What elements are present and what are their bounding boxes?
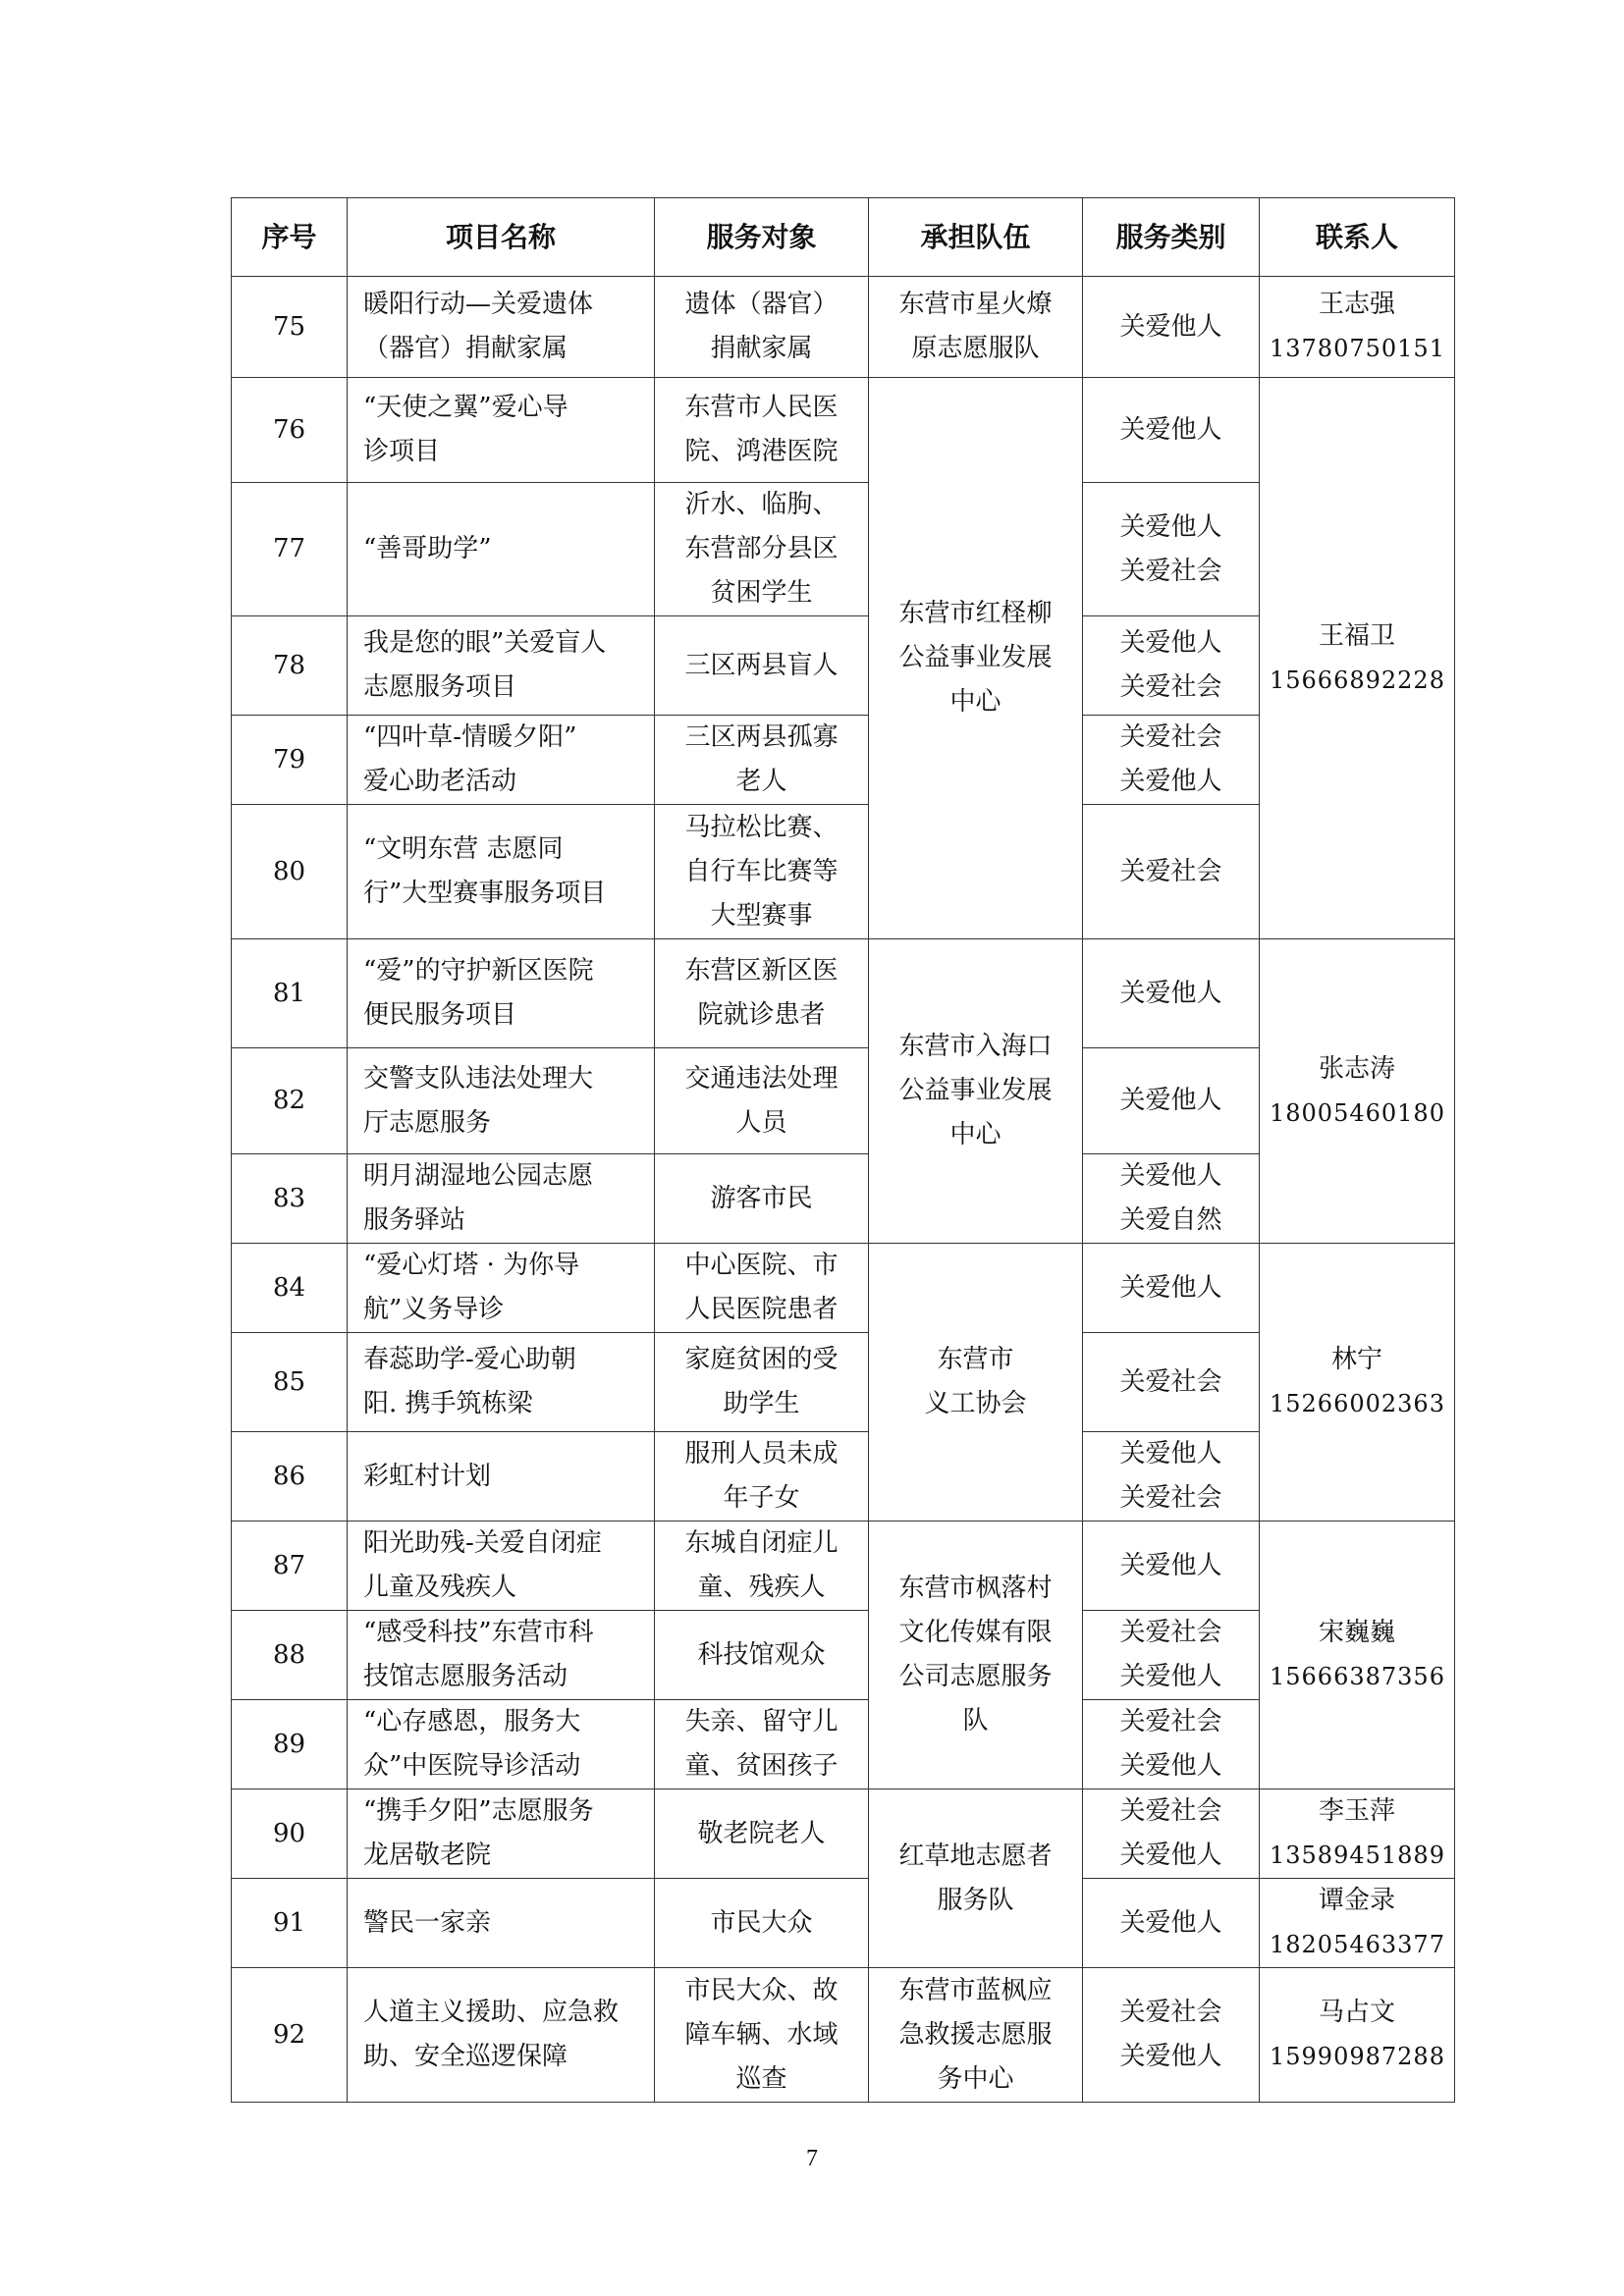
row-project-name: 警民一家亲: [348, 1879, 655, 1968]
row-service-target: 失亲、留守儿 童、贫困孩子: [655, 1700, 869, 1789]
contact-phone: 15990987288: [1270, 2043, 1445, 2070]
row-project-name: 人道主义援助、应急救 助、安全巡逻保障: [348, 1968, 655, 2103]
row-no: 75: [232, 277, 348, 378]
row-category: 关爱他人 关爱社会: [1083, 616, 1260, 716]
row-category: 关爱他人 关爱社会: [1083, 483, 1260, 616]
row-contact: [1260, 939, 1455, 1244]
row-category: 关爱他人: [1083, 1244, 1260, 1333]
row-contact: [1260, 1789, 1455, 1879]
row-contact: [1260, 378, 1455, 939]
row-service-target: 交通违法处理 人员: [655, 1048, 869, 1154]
row-category: 关爱他人: [1083, 939, 1260, 1048]
row-service-target: 服刑人员未成 年子女: [655, 1432, 869, 1522]
row-project-name: “感受科技”东营市科 技馆志愿服务活动: [348, 1611, 655, 1700]
row-category: 关爱社会: [1083, 805, 1260, 939]
row-project-name: “善哥助学”: [348, 483, 655, 616]
header-no: 序号: [232, 198, 348, 277]
row-service-target: 市民大众、故 障车辆、水域 巡查: [655, 1968, 869, 2103]
row-no: 92: [232, 1968, 348, 2103]
row-project-name: 交警支队违法处理大 厅志愿服务: [348, 1048, 655, 1154]
row-contact: [1260, 1522, 1455, 1789]
table-row: [232, 1968, 1455, 2103]
table-row: [232, 1244, 1455, 1333]
row-service-target: 科技馆观众: [655, 1611, 869, 1700]
row-no: 76: [232, 378, 348, 483]
header-team: 承担队伍: [869, 198, 1083, 277]
page-number: 7: [806, 2146, 818, 2171]
row-project-name: 阳光助残-关爱自闭症 儿童及残疾人: [348, 1522, 655, 1611]
row-project-name: “爱心灯塔 · 为你导 航”义务导诊: [348, 1244, 655, 1333]
row-project-name: “携手夕阳”志愿服务 龙居敬老院: [348, 1789, 655, 1879]
row-team: 东营市蓝枫应 急救援志愿服 务中心: [869, 1968, 1083, 2103]
row-team: 红草地志愿者 服务队: [869, 1789, 1083, 1968]
row-team: 东营市红柽柳 公益事业发展 中心: [869, 378, 1083, 939]
row-contact: [1260, 1968, 1455, 2103]
row-no: 90: [232, 1789, 348, 1879]
contact-phone: 18005460180: [1270, 1098, 1445, 1127]
row-category: 关爱他人: [1083, 378, 1260, 483]
contact-name: 马占文: [1318, 1998, 1395, 2027]
row-project-name: “四叶草-情暖夕阳” 爱心助老活动: [348, 716, 655, 805]
contact-name: 林宁: [1330, 1345, 1382, 1374]
row-no: 78: [232, 616, 348, 716]
row-project-name: “文明东营 志愿同 行”大型赛事服务项目: [348, 805, 655, 939]
row-service-target: 沂水、临朐、 东营部分县区 贫困学生: [655, 483, 869, 616]
contact-phone: 13780750151: [1270, 335, 1445, 362]
row-category: 关爱社会 关爱他人: [1083, 1789, 1260, 1879]
contact-phone: 15666892228: [1270, 666, 1445, 694]
row-service-target: 敬老院老人: [655, 1789, 869, 1879]
contact-name: 李玉萍: [1318, 1796, 1395, 1826]
row-service-target: 中心医院、市 人民医院患者: [655, 1244, 869, 1333]
table-row: [232, 1879, 1455, 1968]
header-project-name: 项目名称: [348, 198, 655, 277]
row-no: 79: [232, 716, 348, 805]
row-no: 77: [232, 483, 348, 616]
row-category: 关爱社会 关爱他人: [1083, 716, 1260, 805]
header-contact: 联系人: [1260, 198, 1455, 277]
row-service-target: 东营市人民医 院、鸿港医院: [655, 378, 869, 483]
row-service-target: 三区两县盲人: [655, 616, 869, 716]
contact-phone: 18205463377: [1270, 1931, 1445, 1958]
row-service-target: 家庭贫困的受 助学生: [655, 1333, 869, 1432]
row-no: 81: [232, 939, 348, 1048]
table-row: [232, 277, 1455, 378]
row-service-target: 三区两县孤寡 老人: [655, 716, 869, 805]
row-project-name: 春蕊助学-爱心助朝 阳. 携手筑栋梁: [348, 1333, 655, 1432]
row-service-target: 东营区新区医 院就诊患者: [655, 939, 869, 1048]
row-project-name: 彩虹村计划: [348, 1432, 655, 1522]
row-category: 关爱社会 关爱他人: [1083, 1611, 1260, 1700]
contact-name: 王福卫: [1318, 620, 1395, 651]
row-project-name: “心存感恩，服务大 众”中医院导诊活动: [348, 1700, 655, 1789]
row-service-target: 东城自闭症儿 童、残疾人: [655, 1522, 869, 1611]
row-no: 86: [232, 1432, 348, 1522]
row-team: 东营市星火燎 原志愿服队: [869, 277, 1083, 378]
row-project-name: 我是您的眼”关爱盲人 志愿服务项目: [348, 616, 655, 716]
table-header-row: [232, 198, 1455, 277]
row-project-name: 明月湖湿地公园志愿 服务驿站: [348, 1154, 655, 1244]
table-row: [232, 1522, 1455, 1611]
row-no: 85: [232, 1333, 348, 1432]
row-service-target: 市民大众: [655, 1879, 869, 1968]
volunteer-project-table: [231, 197, 1455, 2103]
table-row: [232, 1789, 1455, 1879]
row-category: 关爱他人: [1083, 277, 1260, 378]
row-service-target: 马拉松比赛、 自行车比赛等 大型赛事: [655, 805, 869, 939]
row-project-name: 暖阳行动—关爱遗体 （器官）捐献家属: [348, 277, 655, 378]
row-category: 关爱社会 关爱他人: [1083, 1700, 1260, 1789]
contact-name: 宋巍巍: [1318, 1618, 1395, 1647]
row-no: 82: [232, 1048, 348, 1154]
row-no: 89: [232, 1700, 348, 1789]
row-contact: [1260, 1244, 1455, 1522]
contact-phone: 15666387356: [1270, 1663, 1445, 1690]
row-category: 关爱他人 关爱社会: [1083, 1432, 1260, 1522]
row-category: 关爱他人: [1083, 1879, 1260, 1968]
row-no: 88: [232, 1611, 348, 1700]
header-service-target: 服务对象: [655, 198, 869, 277]
row-team: 东营市入海口 公益事业发展 中心: [869, 939, 1083, 1244]
row-no: 80: [232, 805, 348, 939]
row-project-name: “天使之翼”爱心导 诊项目: [348, 378, 655, 483]
row-no: 87: [232, 1522, 348, 1611]
contact-name: 张志涛: [1318, 1053, 1395, 1084]
row-category: 关爱他人: [1083, 1048, 1260, 1154]
row-contact: [1260, 277, 1455, 378]
row-team: 东营市 义工协会: [869, 1244, 1083, 1522]
contact-phone: 13589451889: [1270, 1842, 1445, 1869]
row-no: 83: [232, 1154, 348, 1244]
row-category: 关爱社会 关爱他人: [1083, 1968, 1260, 2103]
row-category: 关爱他人 关爱自然: [1083, 1154, 1260, 1244]
row-service-target: 游客市民: [655, 1154, 869, 1244]
row-no: 91: [232, 1879, 348, 1968]
row-team: 东营市枫落村 文化传媒有限 公司志愿服务 队: [869, 1522, 1083, 1789]
table-row: [232, 378, 1455, 483]
row-contact: [1260, 1879, 1455, 1968]
header-category: 服务类别: [1083, 198, 1260, 277]
row-category: 关爱社会: [1083, 1333, 1260, 1432]
row-project-name: “爱”的守护新区医院 便民服务项目: [348, 939, 655, 1048]
row-service-target: 遗体（器官） 捐献家属: [655, 277, 869, 378]
contact-name: 谭金录: [1318, 1886, 1395, 1915]
table-row: [232, 939, 1455, 1048]
row-category: 关爱他人: [1083, 1522, 1260, 1611]
row-no: 84: [232, 1244, 348, 1333]
contact-name: 王志强: [1318, 290, 1395, 319]
contact-phone: 15266002363: [1270, 1390, 1445, 1417]
